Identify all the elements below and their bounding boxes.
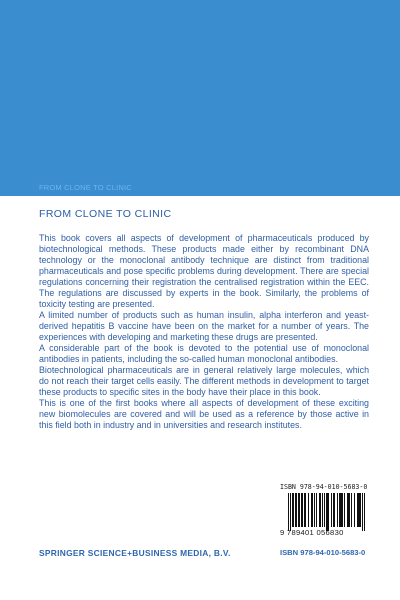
blurb-paragraph-5: This is one of the first books where all aspects of development of these exciting new biomolecules are covered and will be used as a reference by those active in this field both in industry and in universities and research institutes. xyxy=(39,398,369,430)
publisher-name: SPRINGER SCIENCE+BUSINESS MEDIA, B.V. xyxy=(39,548,231,558)
blurb-paragraph-2: A limited number of products such as human insulin, alpha interferon and yeast-derived hepatitis B vaccine have been on the market for a number of years. The experiences with developing and marketing these drugs are presented. xyxy=(39,310,369,342)
barcode xyxy=(280,483,371,539)
isbn-number: ISBN 978-94-010-5683-0 xyxy=(280,548,366,557)
blurb-paragraph-3: A considerable part of the book is devoted to the potential use of monoclonal antibodies in patients, including the so-called human monoclonal antibodies. xyxy=(39,343,369,364)
barcode-isbn-label: ISBN 978-94-010-5683-0 xyxy=(280,483,368,491)
book-title: FROM CLONE TO CLINIC xyxy=(39,208,172,220)
barcode-bars xyxy=(288,493,366,527)
blurb-text xyxy=(39,233,369,431)
blurb-paragraph-1: This book covers all aspects of development of pharmaceuticals produced by biotechnological methods. These products made either by recombinant DNA technology or the monoclonal antibody technique are distinct from traditional pharmaceuticals and pose specific problems during development. There are special regulations concerning their registration the centralised registration within the EEC. The regulations are discussed by experts in the book. Similarly, the problems of toxicity testing are presented. xyxy=(39,233,369,309)
blurb-paragraph-4: Biotechnological pharmaceuticals are in general relatively large molecules, which do not reach their target cells easily. The different methods in development to target these products to specific sites in the body have their place in this book. xyxy=(39,365,369,397)
barcode-digits: 9 789401 056830 xyxy=(280,528,344,537)
band-title: FROM CLONE TO CLINIC xyxy=(39,183,132,192)
barcode-bar xyxy=(364,493,365,531)
blue-cover-band xyxy=(0,0,400,196)
